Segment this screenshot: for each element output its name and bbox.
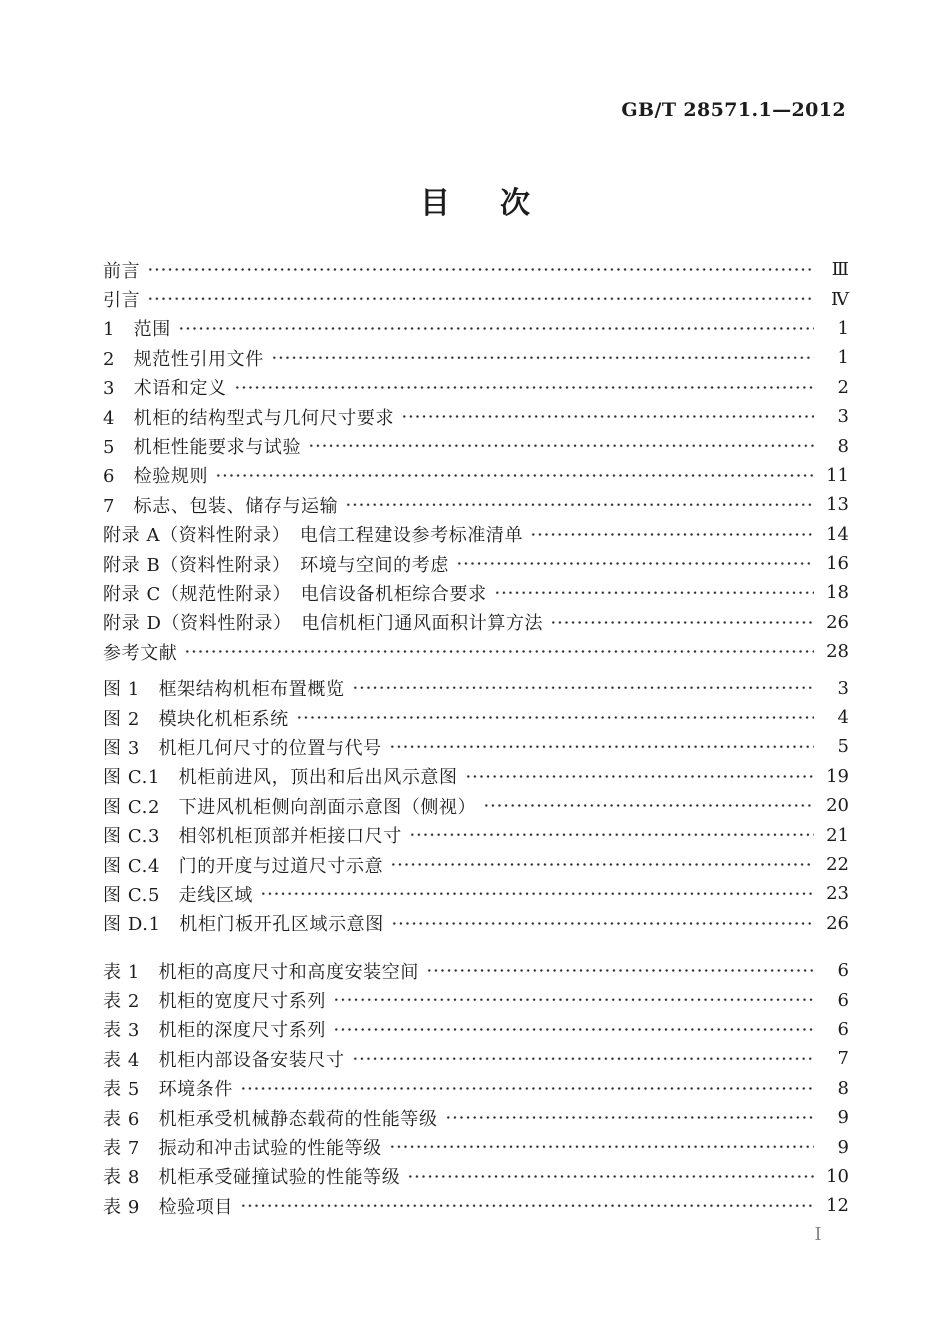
toc-entry bbox=[103, 985, 849, 1014]
toc-entry bbox=[103, 762, 849, 791]
toc-entry-label: 图 C.5 走线区域 bbox=[103, 884, 254, 906]
toc-group-tables bbox=[103, 956, 849, 1221]
toc-entry-label: 6 检验规则 bbox=[103, 466, 209, 488]
dot-leader bbox=[308, 431, 814, 460]
toc-entry-page: 5 bbox=[837, 736, 849, 758]
toc-entry-page: 1 bbox=[837, 317, 849, 339]
dot-leader bbox=[333, 1015, 814, 1044]
toc-entry bbox=[103, 314, 849, 343]
toc-entry-page: 11 bbox=[826, 464, 849, 486]
dot-leader bbox=[426, 956, 814, 985]
dot-leader bbox=[184, 637, 814, 666]
dot-leader bbox=[215, 461, 814, 490]
toc-entry-page: 6 bbox=[837, 1018, 849, 1040]
toc-entry-label: 参考文献 bbox=[103, 642, 178, 664]
toc-entry bbox=[103, 703, 849, 732]
folio-page-number: Ⅰ bbox=[814, 1224, 822, 1245]
dot-leader bbox=[390, 850, 814, 879]
dot-leader bbox=[352, 1044, 814, 1073]
toc-entry-page: 4 bbox=[837, 707, 849, 729]
standard-number: GB/T 28571.1—2012 bbox=[621, 99, 846, 121]
toc-entry-label: 4 机柜的结构型式与几何尺寸要求 bbox=[103, 407, 395, 429]
dot-leader bbox=[391, 909, 814, 938]
toc-entry-label: 5 机柜性能要求与试验 bbox=[103, 437, 302, 459]
toc-group-front-matter bbox=[103, 255, 849, 666]
dot-leader bbox=[260, 879, 814, 908]
dot-leader bbox=[389, 1132, 814, 1161]
toc-entry bbox=[103, 732, 849, 761]
dot-leader bbox=[234, 373, 814, 402]
dot-leader bbox=[530, 520, 814, 549]
toc-entry bbox=[103, 402, 849, 431]
toc-entry-page: 13 bbox=[826, 494, 849, 516]
dot-leader bbox=[178, 314, 814, 343]
toc-entry-label: 图 C.1 机柜前进风，顶出和后出风示意图 bbox=[103, 767, 458, 789]
toc-entry-label: 图 D.1 机柜门板开孔区域示意图 bbox=[103, 914, 384, 936]
toc-entry-page: 26 bbox=[826, 912, 849, 934]
dot-leader bbox=[147, 284, 814, 313]
toc-entry-label: 图 C.4 门的开度与过道尺寸示意 bbox=[103, 855, 384, 877]
toc-entry-page: 26 bbox=[826, 611, 849, 633]
toc-entry-label: 1 范围 bbox=[103, 319, 171, 341]
toc-entry-label: 表 9 检验项目 bbox=[103, 1196, 233, 1218]
toc-entry-page: 28 bbox=[826, 641, 849, 663]
toc-entry-label: 表 7 振动和冲击试验的性能等级 bbox=[103, 1138, 382, 1160]
toc-entry-page: Ⅳ bbox=[831, 288, 849, 310]
toc-entry-label: 3 术语和定义 bbox=[103, 378, 227, 400]
toc-entry-page: 21 bbox=[826, 824, 849, 846]
dot-leader bbox=[296, 703, 814, 732]
toc-entry-page: 10 bbox=[826, 1165, 849, 1187]
toc-entry-label: 表 1 机柜的高度尺寸和高度安装空间 bbox=[103, 961, 419, 983]
toc-entry-label: 表 4 机柜内部设备安装尺寸 bbox=[103, 1049, 345, 1071]
toc-entry bbox=[103, 1044, 849, 1073]
page-title: 目 次 bbox=[420, 186, 540, 221]
toc-entry-label: 附录 C（规范性附录） 电信设备机柜综合要求 bbox=[103, 583, 487, 605]
toc-entry-page: 14 bbox=[826, 523, 849, 545]
toc-entry-label: 表 5 环境条件 bbox=[103, 1079, 233, 1101]
toc-entry-page: 6 bbox=[837, 960, 849, 982]
toc-entry-label: 附录 B（资料性附录） 环境与空间的考虑 bbox=[103, 554, 449, 576]
toc-entry bbox=[103, 791, 849, 820]
toc-entry bbox=[103, 549, 849, 578]
toc-entry bbox=[103, 490, 849, 519]
dot-leader bbox=[389, 732, 814, 761]
toc-entry-page: 2 bbox=[837, 376, 849, 398]
dot-leader bbox=[333, 985, 814, 1014]
dot-leader bbox=[147, 255, 814, 284]
toc-entry-page: 19 bbox=[826, 765, 849, 787]
toc-entry-page: 18 bbox=[826, 582, 849, 604]
toc-entry-label: 前言 bbox=[103, 260, 141, 282]
toc-entry bbox=[103, 820, 849, 849]
toc-entry-page: 3 bbox=[837, 677, 849, 699]
toc-entry-page: Ⅲ bbox=[831, 259, 849, 281]
toc-entry-label: 图 3 机柜几何尺寸的位置与代号 bbox=[103, 737, 382, 759]
table-of-contents bbox=[103, 255, 849, 1221]
dot-leader bbox=[345, 490, 814, 519]
toc-entry bbox=[103, 343, 849, 372]
toc-entry bbox=[103, 1015, 849, 1044]
toc-entry-page: 22 bbox=[826, 854, 849, 875]
dot-leader bbox=[550, 608, 814, 637]
dot-leader bbox=[465, 762, 814, 791]
toc-entry-page: 8 bbox=[837, 435, 849, 457]
toc-entry-label: 7 标志、包装、储存与运输 bbox=[103, 495, 339, 517]
dot-leader bbox=[271, 343, 814, 372]
dot-leader bbox=[494, 578, 814, 607]
toc-entry bbox=[103, 1103, 849, 1132]
toc-entry-page: 7 bbox=[837, 1048, 849, 1070]
toc-entry-label: 图 2 模块化机柜系统 bbox=[103, 708, 289, 730]
toc-entry bbox=[103, 461, 849, 490]
dot-leader bbox=[407, 1162, 814, 1191]
toc-entry bbox=[103, 520, 849, 549]
toc-entry-label: 表 6 机柜承受机械静态载荷的性能等级 bbox=[103, 1108, 438, 1130]
toc-entry bbox=[103, 637, 849, 666]
toc-entry bbox=[103, 956, 849, 985]
dot-leader bbox=[240, 1191, 814, 1220]
toc-entry-page: 16 bbox=[826, 553, 849, 575]
toc-entry-page: 23 bbox=[826, 883, 849, 905]
toc-entry bbox=[103, 1074, 849, 1103]
toc-entry-page: 12 bbox=[826, 1195, 849, 1217]
toc-entry bbox=[103, 1191, 849, 1220]
dot-leader bbox=[401, 402, 814, 431]
toc-entry-page: 6 bbox=[837, 989, 849, 1011]
toc-entry-page: 3 bbox=[837, 406, 849, 428]
toc-entry-label: 图 C.3 相邻机柜顶部并柜接口尺寸 bbox=[103, 826, 402, 848]
toc-entry bbox=[103, 850, 849, 879]
toc-entry bbox=[103, 608, 849, 637]
toc-entry-label: 附录 D（资料性附录） 电信机柜门通风面积计算方法 bbox=[103, 613, 544, 635]
toc-entry-label: 引言 bbox=[103, 290, 141, 312]
toc-entry-label: 附录 A（资料性附录） 电信工程建设参考标准清单 bbox=[103, 525, 524, 547]
toc-entry-label: 图 C.2 下进风机柜侧向剖面示意图（侧视） bbox=[103, 796, 477, 818]
toc-entry-page: 9 bbox=[837, 1136, 849, 1158]
toc-entry-page: 8 bbox=[837, 1077, 849, 1099]
toc-entry bbox=[103, 284, 849, 313]
toc-entry-label: 表 2 机柜的宽度尺寸系列 bbox=[103, 991, 326, 1013]
toc-entry-label: 2 规范性引用文件 bbox=[103, 348, 264, 370]
toc-entry bbox=[103, 578, 849, 607]
toc-entry bbox=[103, 1132, 849, 1161]
toc-entry-label: 表 3 机柜的深度尺寸系列 bbox=[103, 1020, 326, 1042]
dot-leader bbox=[456, 549, 814, 578]
toc-entry bbox=[103, 879, 849, 908]
dot-leader bbox=[409, 820, 814, 849]
dot-leader bbox=[483, 791, 814, 820]
toc-entry-label: 表 8 机柜承受碰撞试验的性能等级 bbox=[103, 1167, 401, 1189]
toc-entry-page: 9 bbox=[837, 1107, 849, 1129]
dot-leader bbox=[240, 1074, 814, 1103]
toc-entry bbox=[103, 909, 849, 938]
dot-leader bbox=[352, 673, 814, 702]
toc-entry bbox=[103, 673, 849, 702]
toc-entry-page: 1 bbox=[837, 347, 849, 369]
dot-leader bbox=[445, 1103, 814, 1132]
toc-entry bbox=[103, 373, 849, 402]
toc-entry-label: 图 1 框架结构机柜布置概览 bbox=[103, 679, 345, 701]
toc-group-figures bbox=[103, 673, 849, 938]
toc-entry bbox=[103, 431, 849, 460]
toc-entry bbox=[103, 1162, 849, 1191]
toc-entry bbox=[103, 255, 849, 284]
toc-entry-page: 20 bbox=[826, 795, 849, 817]
